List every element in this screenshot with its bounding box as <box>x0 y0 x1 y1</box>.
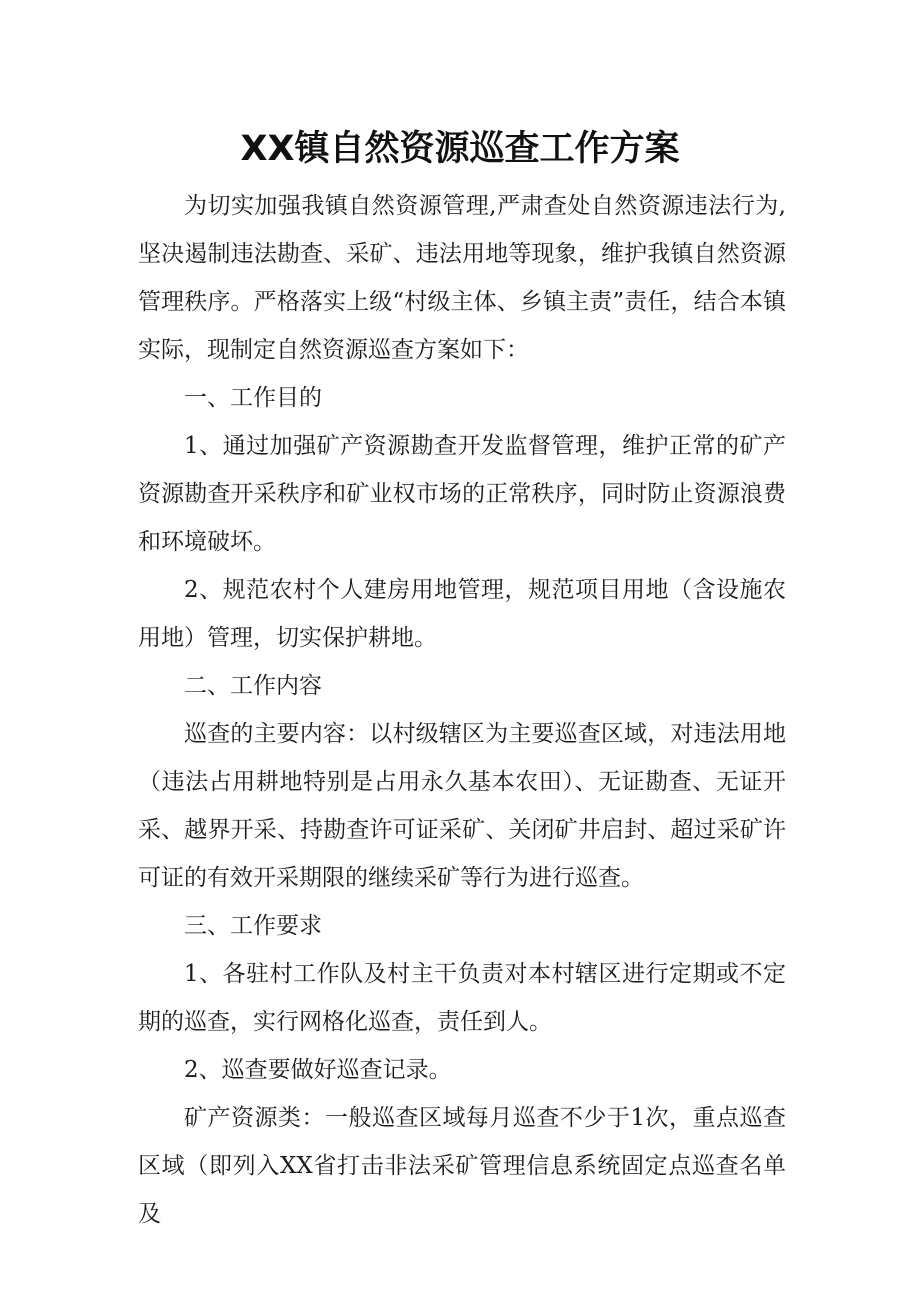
heading-work-purpose: 一、工作目的 <box>184 385 322 411</box>
heading-work-content: 二、工作内容 <box>184 673 322 699</box>
heading-work-requirements: 三、工作要求 <box>184 913 322 939</box>
document-body <box>138 182 786 1238</box>
paragraph-requirement-2: 2、巡查要做好巡查记录。 <box>184 1057 452 1083</box>
paragraph-intro: 为切实加强我镇自然资源管理,严肃查处自然资源违法行为,坚决遏制违法勘查、采矿、违法用地等现象，维护我镇自然资源管理秩序。严格落实上级“村级主体、乡镇主责”责任，结合本镇实际，现制定自然资源巡查方案如下： <box>138 193 786 363</box>
document-title: XX镇自然资源巡查工作方案 <box>240 129 680 169</box>
paragraph-purpose-1: 1、通过加强矿产资源勘查开发监督管理，维护正常的矿产资源勘查开采秩序和矿业权市场的正常秩序，同时防止资源浪费和环境破坏。 <box>138 433 786 555</box>
paragraph-mineral-resources: 矿产资源类：一般巡查区域每月巡查不少于1次，重点巡查区域（即列入XX省打击非法采矿管理信息系统固定点巡查名单及 <box>138 1105 786 1227</box>
paragraph-requirement-1: 1、各驻村工作队及村主干负责对本村辖区进行定期或不定期的巡查，实行网格化巡查，责任到人。 <box>138 961 786 1035</box>
paragraph-purpose-2: 2、规范农村个人建房用地管理，规范项目用地（含设施农用地）管理，切实保护耕地。 <box>138 577 786 651</box>
paragraph-content: 巡查的主要内容：以村级辖区为主要巡查区域，对违法用地（违法占用耕地特别是占用永久基本农田）、无证勘查、无证开采、越界开采、持勘查许可证采矿、关闭矿井启封、超过采矿许可证的有效开采期限的继续采矿等行为进行巡查。 <box>138 721 786 891</box>
